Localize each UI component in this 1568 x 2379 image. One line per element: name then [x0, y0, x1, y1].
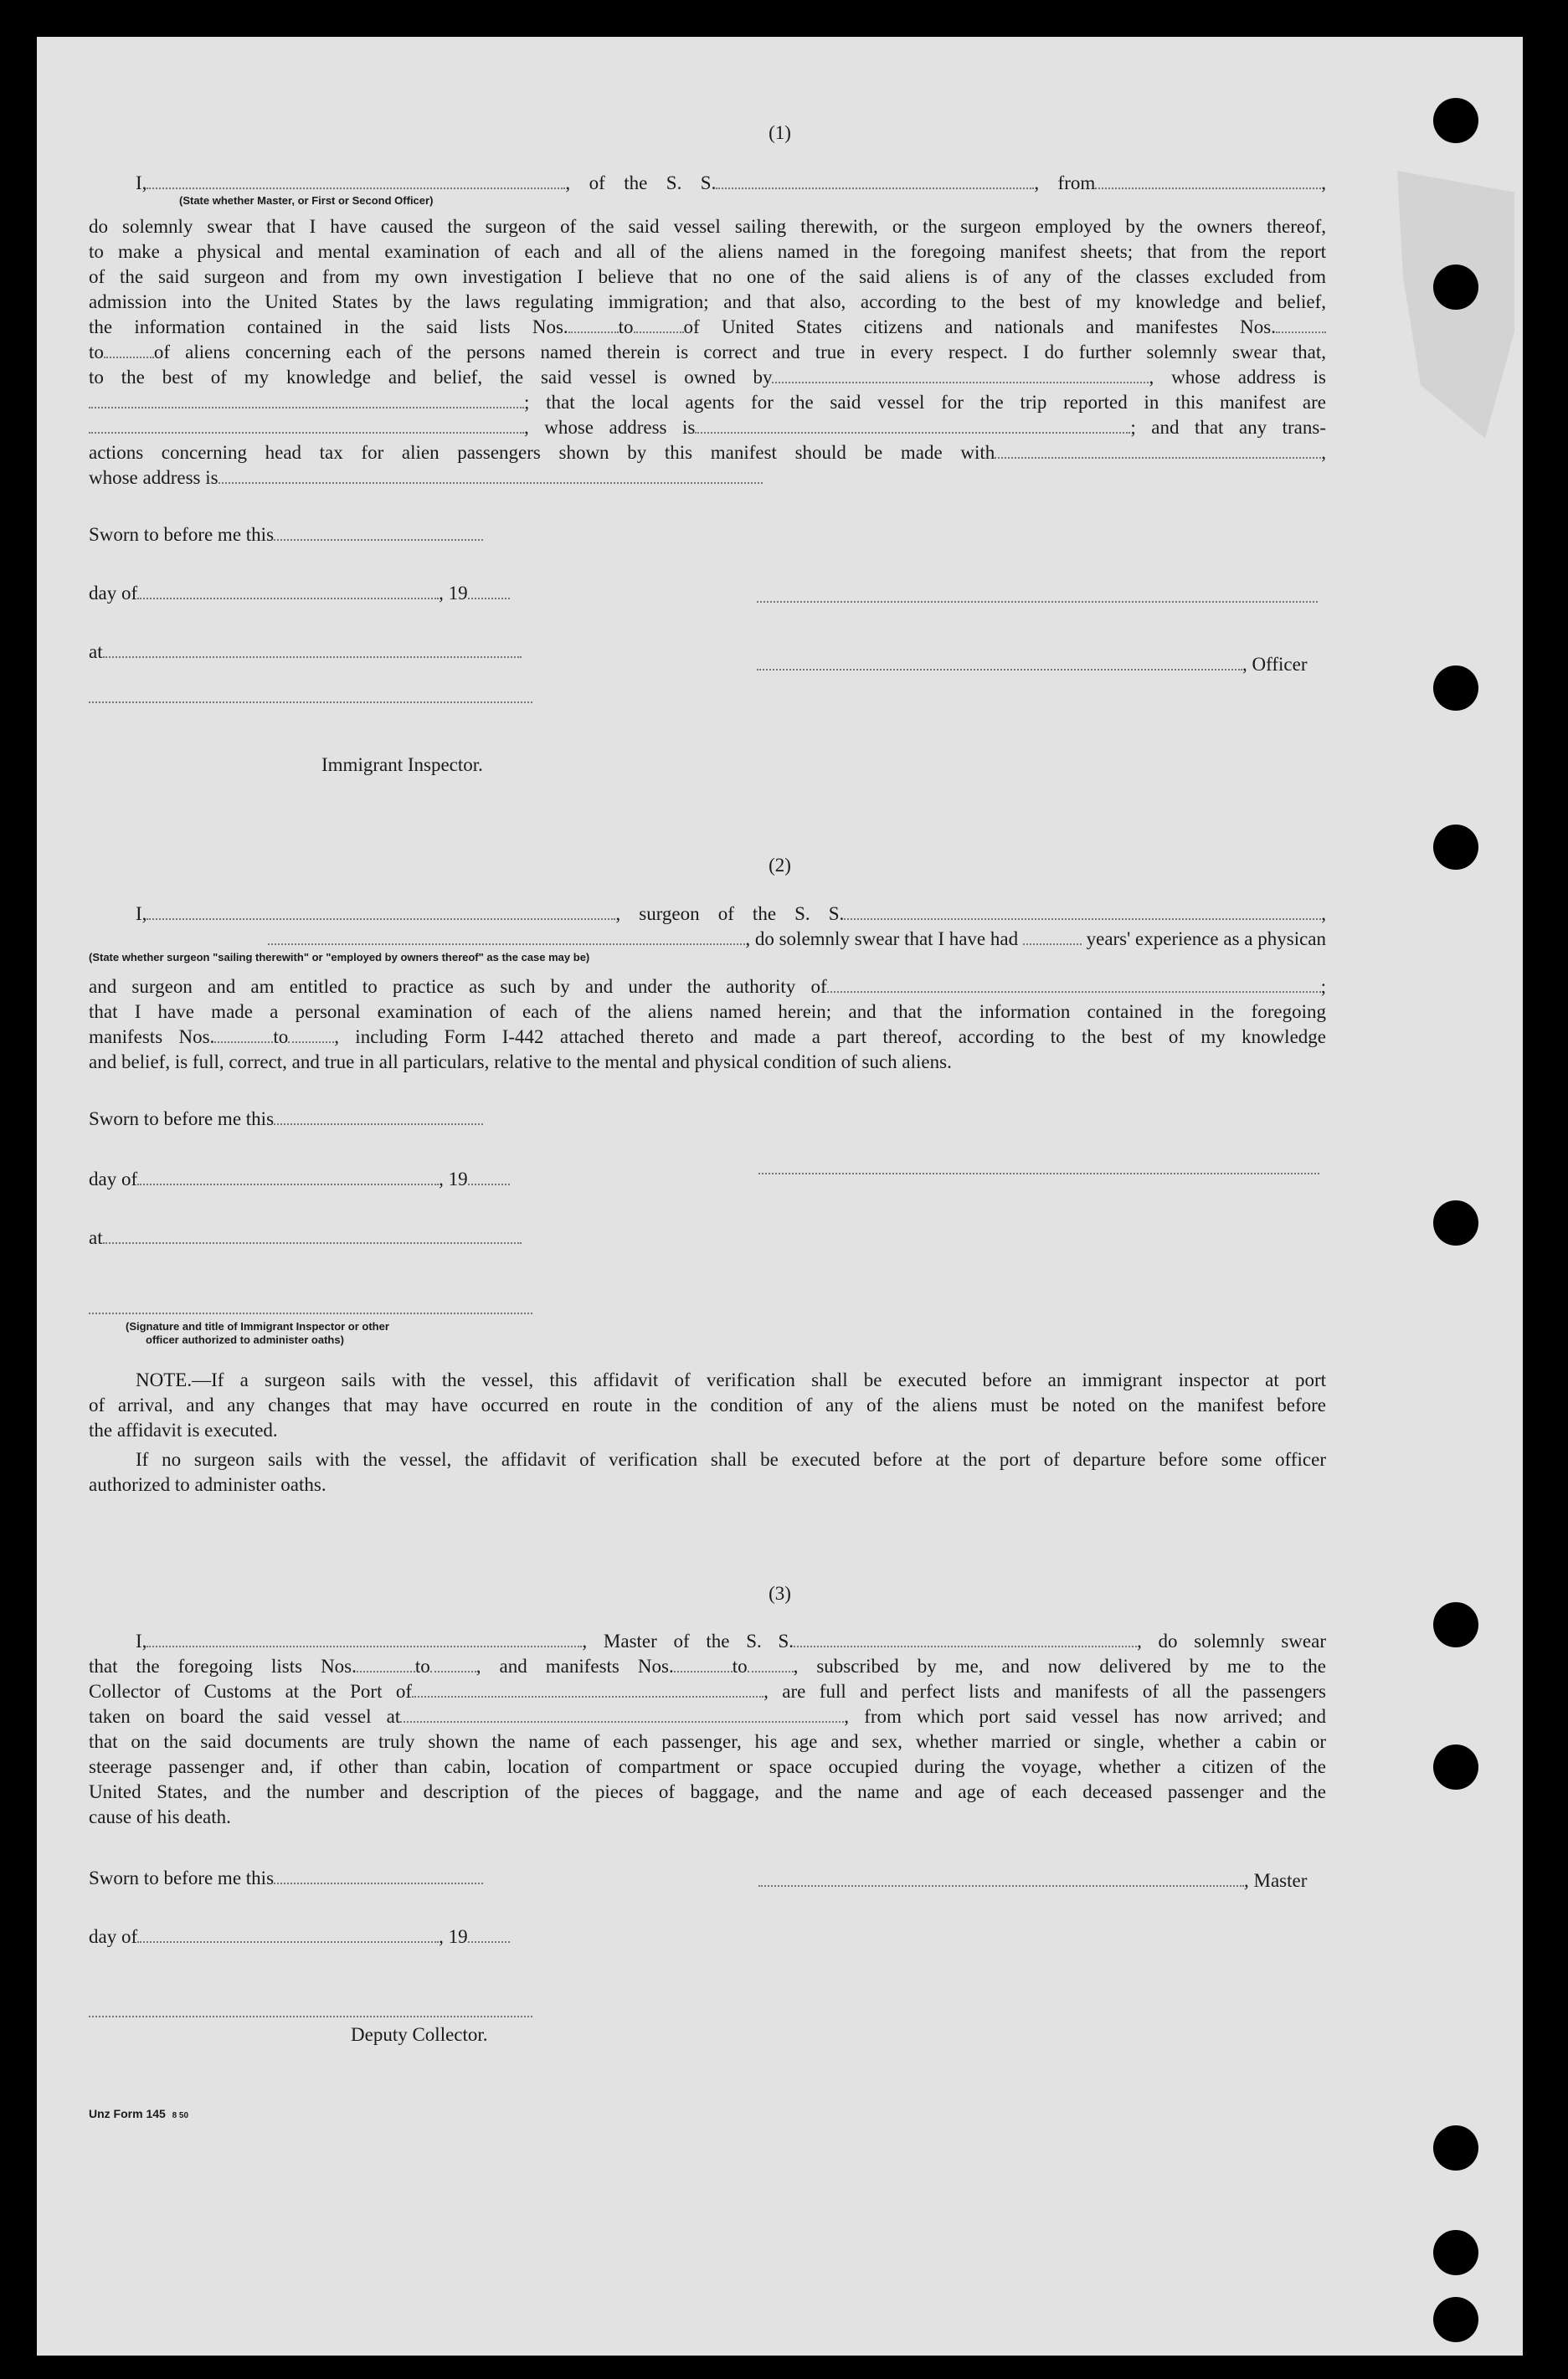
form-page — [37, 37, 1523, 2356]
ship-name-field[interactable] — [794, 1634, 1137, 1647]
note-line: of arrival, and any changes that may have occurred en route in the condition of any of the aliens must be noted on the manifest before — [89, 1395, 1326, 1416]
head-tax-contact-field[interactable] — [995, 445, 1321, 459]
surgeon-status-field[interactable] — [268, 932, 745, 945]
master-name-line: I, , of the S. S. , from , — [136, 172, 1326, 193]
punch-hole — [1433, 2230, 1478, 2275]
signature-title: Immigrant Inspector. — [321, 754, 483, 775]
body-line: and belief, is full, correct, and true in all particulars, relative to the mental and physical condition of such aliens. — [89, 1051, 952, 1072]
month-field[interactable] — [137, 1929, 439, 1943]
signature-title: Deputy Collector. — [351, 2024, 488, 2045]
body-line: Collector of Customs at the Port of , are full and perfect lists and manifests of all the passengers — [89, 1681, 1327, 1702]
manifest-nos-to-field[interactable] — [288, 1030, 334, 1043]
sworn-day-field[interactable] — [274, 527, 483, 541]
punch-hole — [1433, 1200, 1478, 1246]
port-from-field[interactable] — [1095, 176, 1321, 189]
body-line: cause of his death. — [89, 1806, 231, 1827]
officer-line: , Officer — [757, 652, 1307, 677]
port-field[interactable] — [412, 1684, 763, 1698]
manifest-nos-to-field[interactable] — [748, 1659, 794, 1672]
note-line: the affidavit is executed. — [89, 1420, 278, 1441]
field-hint: (State whether surgeon "sailing therewith" or "employed by owners thereof" as the case may be) — [89, 951, 590, 963]
body-line: to the best of my knowledge and belief, the said vessel is owned by , whose address is — [89, 367, 1326, 388]
owner-address-field[interactable] — [89, 395, 524, 408]
body-line: taken on board the said vessel at , from which port said vessel has now arrived; and — [89, 1706, 1326, 1727]
list-nos-to-field[interactable] — [634, 320, 684, 333]
body-line: United States, and the number and description of the pieces of baggage, and the name and age of each deceased passenger and the — [89, 1781, 1326, 1802]
field-hint: (State whether Master, or First or Second Officer) — [179, 194, 434, 207]
body-line: steerage passenger and, if other than cabin, location of compartment or space occupied during the voyage, whether a citizen of the — [89, 1756, 1326, 1777]
day-of-line: day of , 19 — [89, 1924, 510, 1950]
signature-hint: officer authorized to administer oaths) — [146, 1333, 344, 1346]
surgeon-signature-line[interactable] — [758, 1171, 1319, 1174]
punch-hole — [1433, 665, 1478, 711]
deputy-signature-line[interactable] — [89, 2014, 532, 2017]
body-line: and surgeon and am entitled to practice as such by and under the authority of ; — [89, 976, 1326, 997]
body-line: actions concerning head tax for alien passengers shown by this manifest should be made with , — [89, 442, 1326, 463]
agents-field[interactable] — [89, 420, 524, 434]
surgeon-name-field[interactable] — [147, 907, 615, 920]
authority-field[interactable] — [827, 979, 1321, 993]
manifest-nos-to-field[interactable] — [104, 345, 154, 358]
body-line: to make a physical and mental examination of each and all of the aliens named in the foregoing manifest sheets; that from the report — [89, 241, 1326, 262]
punch-hole — [1433, 1744, 1478, 1790]
form-number: Unz Form 145 8 50 — [89, 2107, 189, 2120]
master-name-line: I, , Master of the S. S. , do solemnly swear — [136, 1631, 1326, 1652]
section-number: (2) — [769, 855, 791, 876]
year-field[interactable] — [468, 1172, 510, 1185]
sworn-line: Sworn to before me this — [89, 522, 483, 547]
punch-hole — [1433, 2297, 1478, 2342]
punch-hole — [1433, 1602, 1478, 1647]
body-line: manifests Nos. to , including Form I-442 attached thereto and made a part thereof, according to the best of my knowledge — [89, 1026, 1326, 1047]
sworn-line: Sworn to before me this — [89, 1866, 483, 1891]
master-name-field[interactable] — [147, 1634, 582, 1647]
section-number: (3) — [769, 1583, 791, 1604]
sworn-day-field[interactable] — [274, 1871, 483, 1884]
signature-hint: (Signature and title of Immigrant Inspector or other — [126, 1320, 389, 1333]
section-number: (1) — [769, 122, 791, 143]
day-of-line: day of , 19 — [89, 1167, 510, 1192]
body-line: that I have made a personal examination of each of the aliens named herein; and that the information contained in the foregoing — [89, 1001, 1326, 1022]
body-line: do solemnly swear that I have caused the surgeon of the said vessel sailing therewith, or the surgeon employed by the owners thereof, — [89, 216, 1326, 237]
body-line: of the said surgeon and from my own investigation I believe that no one of the said aliens is of any of the classes excluded from — [89, 266, 1326, 287]
body-line: that the foregoing lists Nos. to , and manifests Nos. to , subscribed by me, and now delivered by me to the — [89, 1656, 1327, 1677]
manifest-nos-field[interactable] — [214, 1030, 273, 1043]
punch-hole — [1433, 265, 1478, 310]
month-field[interactable] — [137, 1172, 439, 1185]
surgeon-name-line: I, , surgeon of the S. S. , — [136, 903, 1326, 924]
sworn-day-field[interactable] — [274, 1112, 483, 1125]
inspector-signature-line[interactable] — [89, 1311, 532, 1314]
month-field[interactable] — [137, 586, 439, 599]
place-field[interactable] — [103, 645, 522, 658]
body-line: whose address is — [89, 465, 763, 491]
year-field[interactable] — [468, 1929, 510, 1943]
year-field[interactable] — [468, 586, 510, 599]
officer-signature-field[interactable] — [757, 657, 1242, 671]
punch-hole — [1433, 2125, 1478, 2171]
owner-field[interactable] — [772, 370, 1149, 383]
body-line: the information contained in the said lists Nos. to of United States citizens and nationals and manifestes Nos. — [89, 315, 1326, 340]
at-line: at — [89, 640, 522, 665]
list-nos-to-field[interactable] — [430, 1659, 476, 1672]
body-line: ; that the local agents for the said vessel for the trip reported in this manifest are — [89, 390, 1326, 415]
head-tax-address-field[interactable] — [218, 470, 763, 484]
master-line: , Master — [758, 1868, 1307, 1893]
body-line: , whose address is ; and that any trans- — [89, 415, 1326, 440]
officer-signature-line-1[interactable] — [757, 599, 1318, 603]
years-field[interactable] — [1023, 932, 1082, 945]
list-nos-field[interactable] — [357, 1659, 415, 1672]
embark-port-field[interactable] — [400, 1709, 844, 1723]
manifest-nos-field[interactable] — [1276, 320, 1326, 333]
body-line: that on the said documents are truly shown the name of each passenger, his age and sex, whether married or single, whether a cabin or — [89, 1731, 1326, 1752]
list-nos-field[interactable] — [568, 320, 619, 333]
ship-name-field[interactable] — [844, 907, 1321, 920]
ship-name-field[interactable] — [716, 176, 1034, 189]
inspector-signature-line[interactable] — [89, 700, 532, 703]
body-line: to of aliens concerning each of the persons named therein is correct and true in every respect. I do further solemnly swear that, — [89, 342, 1326, 362]
name-field[interactable] — [147, 176, 565, 189]
manifest-nos-field[interactable] — [674, 1659, 733, 1672]
place-field[interactable] — [103, 1231, 522, 1244]
body-line: , do solemnly swear that I have had years' experience as a physican — [89, 927, 1326, 952]
agents-address-field[interactable] — [695, 420, 1130, 434]
master-signature-field[interactable] — [758, 1873, 1244, 1887]
body-line: admission into the United States by the laws regulating immigration; and that also, according to the best of my knowledge and belief, — [89, 291, 1326, 312]
day-of-line: day of , 19 — [89, 581, 510, 606]
note-line: If no surgeon sails with the vessel, the affidavit of verification shall be executed before at the port of departure before some officer — [136, 1449, 1326, 1470]
at-line: at — [89, 1225, 522, 1251]
note-line: NOTE.—If a surgeon sails with the vessel, this affidavit of verification shall be executed before an immigrant inspector at port — [136, 1369, 1326, 1390]
note-line: authorized to administer oaths. — [89, 1474, 326, 1495]
sworn-line: Sworn to before me this — [89, 1107, 483, 1132]
